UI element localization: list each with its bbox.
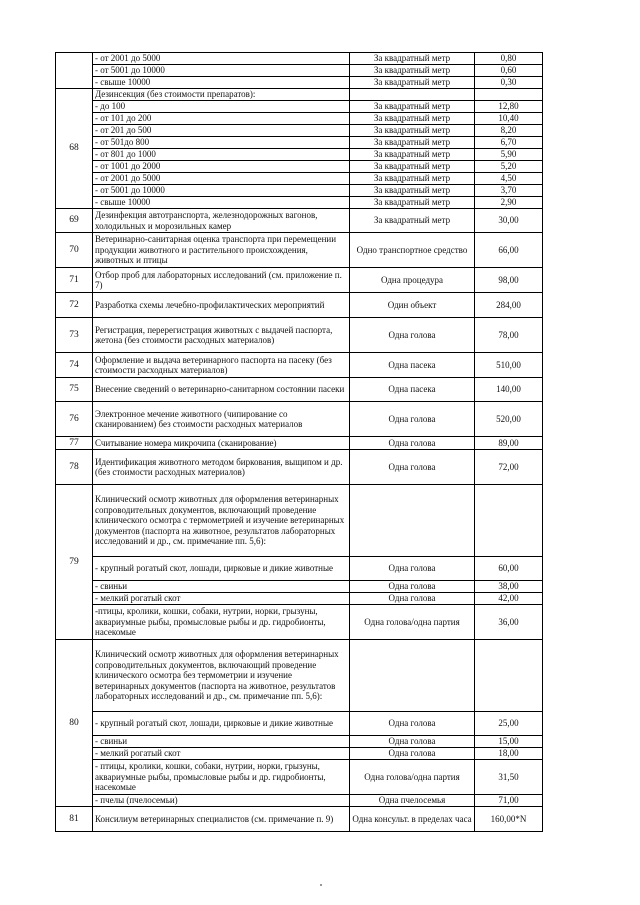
row-price: 3,70: [475, 185, 543, 197]
row-unit: Одна голова: [350, 581, 475, 593]
table-row: [56, 113, 543, 125]
row-unit: Одна голова/одна партия: [350, 760, 475, 795]
row-description: - до 100: [93, 101, 350, 113]
row-number: [56, 53, 93, 89]
row-number: 69: [56, 209, 93, 233]
row-description: Внесение сведений о ветеринарно-санитарном состоянии пасеки: [93, 378, 350, 402]
row-description: Клинический осмотр животных для оформления ветеринарных сопроводительных документов, включающий проведение клинического осмотра без термометрии и изучение ветеринарных документов (паспорта на животное, результатов лабораторных исследований и др., см. примечание пп. 5,6):: [93, 640, 350, 712]
row-price: 0,80: [475, 53, 543, 65]
row-price: 5,20: [475, 161, 543, 173]
row-unit: За квадратный метр: [350, 137, 475, 149]
row-price: 72,00: [475, 450, 543, 485]
row-number: 81: [56, 807, 93, 832]
row-price: [475, 89, 543, 101]
row-unit: За квадратный метр: [350, 101, 475, 113]
row-price: 71,00: [475, 795, 543, 807]
table-row: [56, 149, 543, 161]
row-price: 89,00: [475, 437, 543, 450]
table-row: [56, 557, 543, 581]
tariff-table: [55, 52, 543, 832]
row-unit: За квадратный метр: [350, 149, 475, 161]
table-row: [56, 748, 543, 760]
row-price: 2,90: [475, 197, 543, 209]
table-row: [56, 137, 543, 149]
table-row: [56, 485, 543, 557]
row-unit: За квадратный метр: [350, 125, 475, 137]
scan-speck: [320, 884, 322, 886]
row-description: Идентификация животного методом биркования, выщипом и др. (без стоимости расходных материалов): [93, 450, 350, 485]
table-row: [56, 807, 543, 832]
row-price: 12,80: [475, 101, 543, 113]
row-price: 0,30: [475, 77, 543, 89]
row-price: 10,40: [475, 113, 543, 125]
table-row: [56, 89, 543, 101]
table-row: [56, 77, 543, 89]
row-price: 520,00: [475, 402, 543, 437]
row-number: 70: [56, 233, 93, 268]
row-price: 66,00: [475, 233, 543, 268]
row-description: -птицы, кролики, кошки, собаки, нутрии, норки, грызуны, аквариумные рыбы, промысловые рыбы и др. гидробионты, насекомые: [93, 605, 350, 640]
table-row: [56, 353, 543, 378]
row-number: 80: [56, 640, 93, 807]
row-price: 5,90: [475, 149, 543, 161]
row-unit: Одна голова: [350, 318, 475, 353]
row-description: - от 801 до 1000: [93, 149, 350, 161]
row-price: [475, 485, 543, 557]
row-unit: За квадратный метр: [350, 77, 475, 89]
row-description: - свиньи: [93, 736, 350, 748]
row-description: Электронное мечение животного (чипирование со сканированием) без стоимости расходных материалов: [93, 402, 350, 437]
row-unit: Одна процедура: [350, 268, 475, 293]
row-unit: Одна голова: [350, 748, 475, 760]
table-row: [56, 233, 543, 268]
table-row: [56, 318, 543, 353]
row-price: 510,00: [475, 353, 543, 378]
row-number: 71: [56, 268, 93, 293]
row-unit: [350, 640, 475, 712]
table-row: [56, 65, 543, 77]
row-unit: Одна голова: [350, 437, 475, 450]
row-unit: [350, 485, 475, 557]
row-unit: За квадратный метр: [350, 173, 475, 185]
row-price: 6,70: [475, 137, 543, 149]
row-number: 68: [56, 89, 93, 209]
table-row: [56, 605, 543, 640]
table-row: [56, 712, 543, 736]
row-description: Дезинфекция автотранспорта, железнодорожных вагонов, холодильных и морозильных камер: [93, 209, 350, 233]
row-price: [475, 640, 543, 712]
table-row: [56, 293, 543, 318]
row-description: - свиньи: [93, 581, 350, 593]
row-unit: Одна консульт. в пределах часа: [350, 807, 475, 832]
table-row: [56, 197, 543, 209]
row-description: - от 501до 800: [93, 137, 350, 149]
row-number: 79: [56, 485, 93, 640]
table-row: [56, 53, 543, 65]
row-price: 15,00: [475, 736, 543, 748]
row-unit: Одна голова: [350, 736, 475, 748]
table-row: [56, 760, 543, 795]
row-unit: Одна голова: [350, 557, 475, 581]
row-description: - от 1001 до 2000: [93, 161, 350, 173]
row-price: 98,00: [475, 268, 543, 293]
row-description: - мелкий рогатый скот: [93, 593, 350, 605]
row-unit: Одна голова: [350, 402, 475, 437]
row-unit: Одно транспортное средство: [350, 233, 475, 268]
row-description: - мелкий рогатый скот: [93, 748, 350, 760]
row-unit: Один объект: [350, 293, 475, 318]
table-row: [56, 209, 543, 233]
table-row: [56, 640, 543, 712]
row-description: Консилиум ветеринарных специалистов (см. примечание п. 9): [93, 807, 350, 832]
row-unit: За квадратный метр: [350, 209, 475, 233]
row-price: 31,50: [475, 760, 543, 795]
row-unit: За квадратный метр: [350, 113, 475, 125]
row-number: 74: [56, 353, 93, 378]
table-row: [56, 437, 543, 450]
row-description: - птицы, кролики, кошки, собаки, нутрии, норки, грызуны, аквариумные рыбы, промысловые рыбы и др. гидробионты, насекомые: [93, 760, 350, 795]
table-row: [56, 795, 543, 807]
row-unit: Одна пчелосемья: [350, 795, 475, 807]
row-price: 4,50: [475, 173, 543, 185]
row-price: 0,60: [475, 65, 543, 77]
row-description: Регистрация, перерегистрация животных с выдачей паспорта, жетона (без стоимости расходных материалов): [93, 318, 350, 353]
table-row: [56, 402, 543, 437]
row-number: 78: [56, 450, 93, 485]
row-description: Дезинсекция (без стоимости препаратов):: [93, 89, 350, 101]
row-price: 284,00: [475, 293, 543, 318]
row-description: Отбор проб для лабораторных исследований (см. приложение п. 7): [93, 268, 350, 293]
table-row: [56, 101, 543, 113]
row-description: - от 5001 до 10000: [93, 65, 350, 77]
row-unit: Одна пасека: [350, 353, 475, 378]
row-unit: [350, 89, 475, 101]
row-unit: За квадратный метр: [350, 65, 475, 77]
row-description: - от 201 до 500: [93, 125, 350, 137]
row-description: Ветеринарно-санитарная оценка транспорта при перемещении продукции животного и растительного происхождения, животных и птицы: [93, 233, 350, 268]
table-row: [56, 593, 543, 605]
row-description: - от 101 до 200: [93, 113, 350, 125]
row-description: - свыше 10000: [93, 77, 350, 89]
row-description: Разработка схемы лечебно-профилактических мероприятий: [93, 293, 350, 318]
row-description: - от 5001 до 10000: [93, 185, 350, 197]
row-unit: Одна голова/одна партия: [350, 605, 475, 640]
row-number: 76: [56, 402, 93, 437]
table-row: [56, 736, 543, 748]
table-row: [56, 161, 543, 173]
row-unit: Одна голова: [350, 712, 475, 736]
row-price: 38,00: [475, 581, 543, 593]
row-description: Считывание номера микрочипа (сканирование): [93, 437, 350, 450]
table-row: [56, 125, 543, 137]
table-row: [56, 378, 543, 402]
row-unit: Одна пасека: [350, 378, 475, 402]
row-price: 18,00: [475, 748, 543, 760]
row-unit: За квадратный метр: [350, 161, 475, 173]
row-description: - пчелы (пчелосемьи): [93, 795, 350, 807]
row-description: - от 2001 до 5000: [93, 53, 350, 65]
row-number: 77: [56, 437, 93, 450]
row-unit: Одна голова: [350, 593, 475, 605]
table-row: [56, 173, 543, 185]
table-row: [56, 268, 543, 293]
row-description: - свыше 10000: [93, 197, 350, 209]
table-row: [56, 581, 543, 593]
row-price: 25,00: [475, 712, 543, 736]
row-number: 75: [56, 378, 93, 402]
row-unit: Одна голова: [350, 450, 475, 485]
table-row: [56, 450, 543, 485]
row-description: - крупный рогатый скот, лошади, цирковые и дикие животные: [93, 557, 350, 581]
row-price: 36,00: [475, 605, 543, 640]
row-price: 30,00: [475, 209, 543, 233]
row-unit: За квадратный метр: [350, 53, 475, 65]
row-price: 42,00: [475, 593, 543, 605]
row-description: - крупный рогатый скот, лошади, цирковые и дикие животные: [93, 712, 350, 736]
row-unit: За квадратный метр: [350, 197, 475, 209]
row-price: 8,20: [475, 125, 543, 137]
row-price: 140,00: [475, 378, 543, 402]
row-description: Оформление и выдача ветеринарного паспорта на пасеку (без стоимости расходных материалов): [93, 353, 350, 378]
row-description: - от 2001 до 5000: [93, 173, 350, 185]
row-description: Клинический осмотр животных для оформления ветеринарных сопроводительных документов, включающий проведение клинического осмотра с термометрией и изучение ветеринарных документов (паспорта на животное, результатов лабораторных исследований и др., см. примечание пп. 5,6):: [93, 485, 350, 557]
row-price: 160,00*N: [475, 807, 543, 832]
row-number: 72: [56, 293, 93, 318]
table-row: [56, 185, 543, 197]
row-price: 78,00: [475, 318, 543, 353]
row-number: 73: [56, 318, 93, 353]
row-price: 60,00: [475, 557, 543, 581]
row-unit: За квадратный метр: [350, 185, 475, 197]
